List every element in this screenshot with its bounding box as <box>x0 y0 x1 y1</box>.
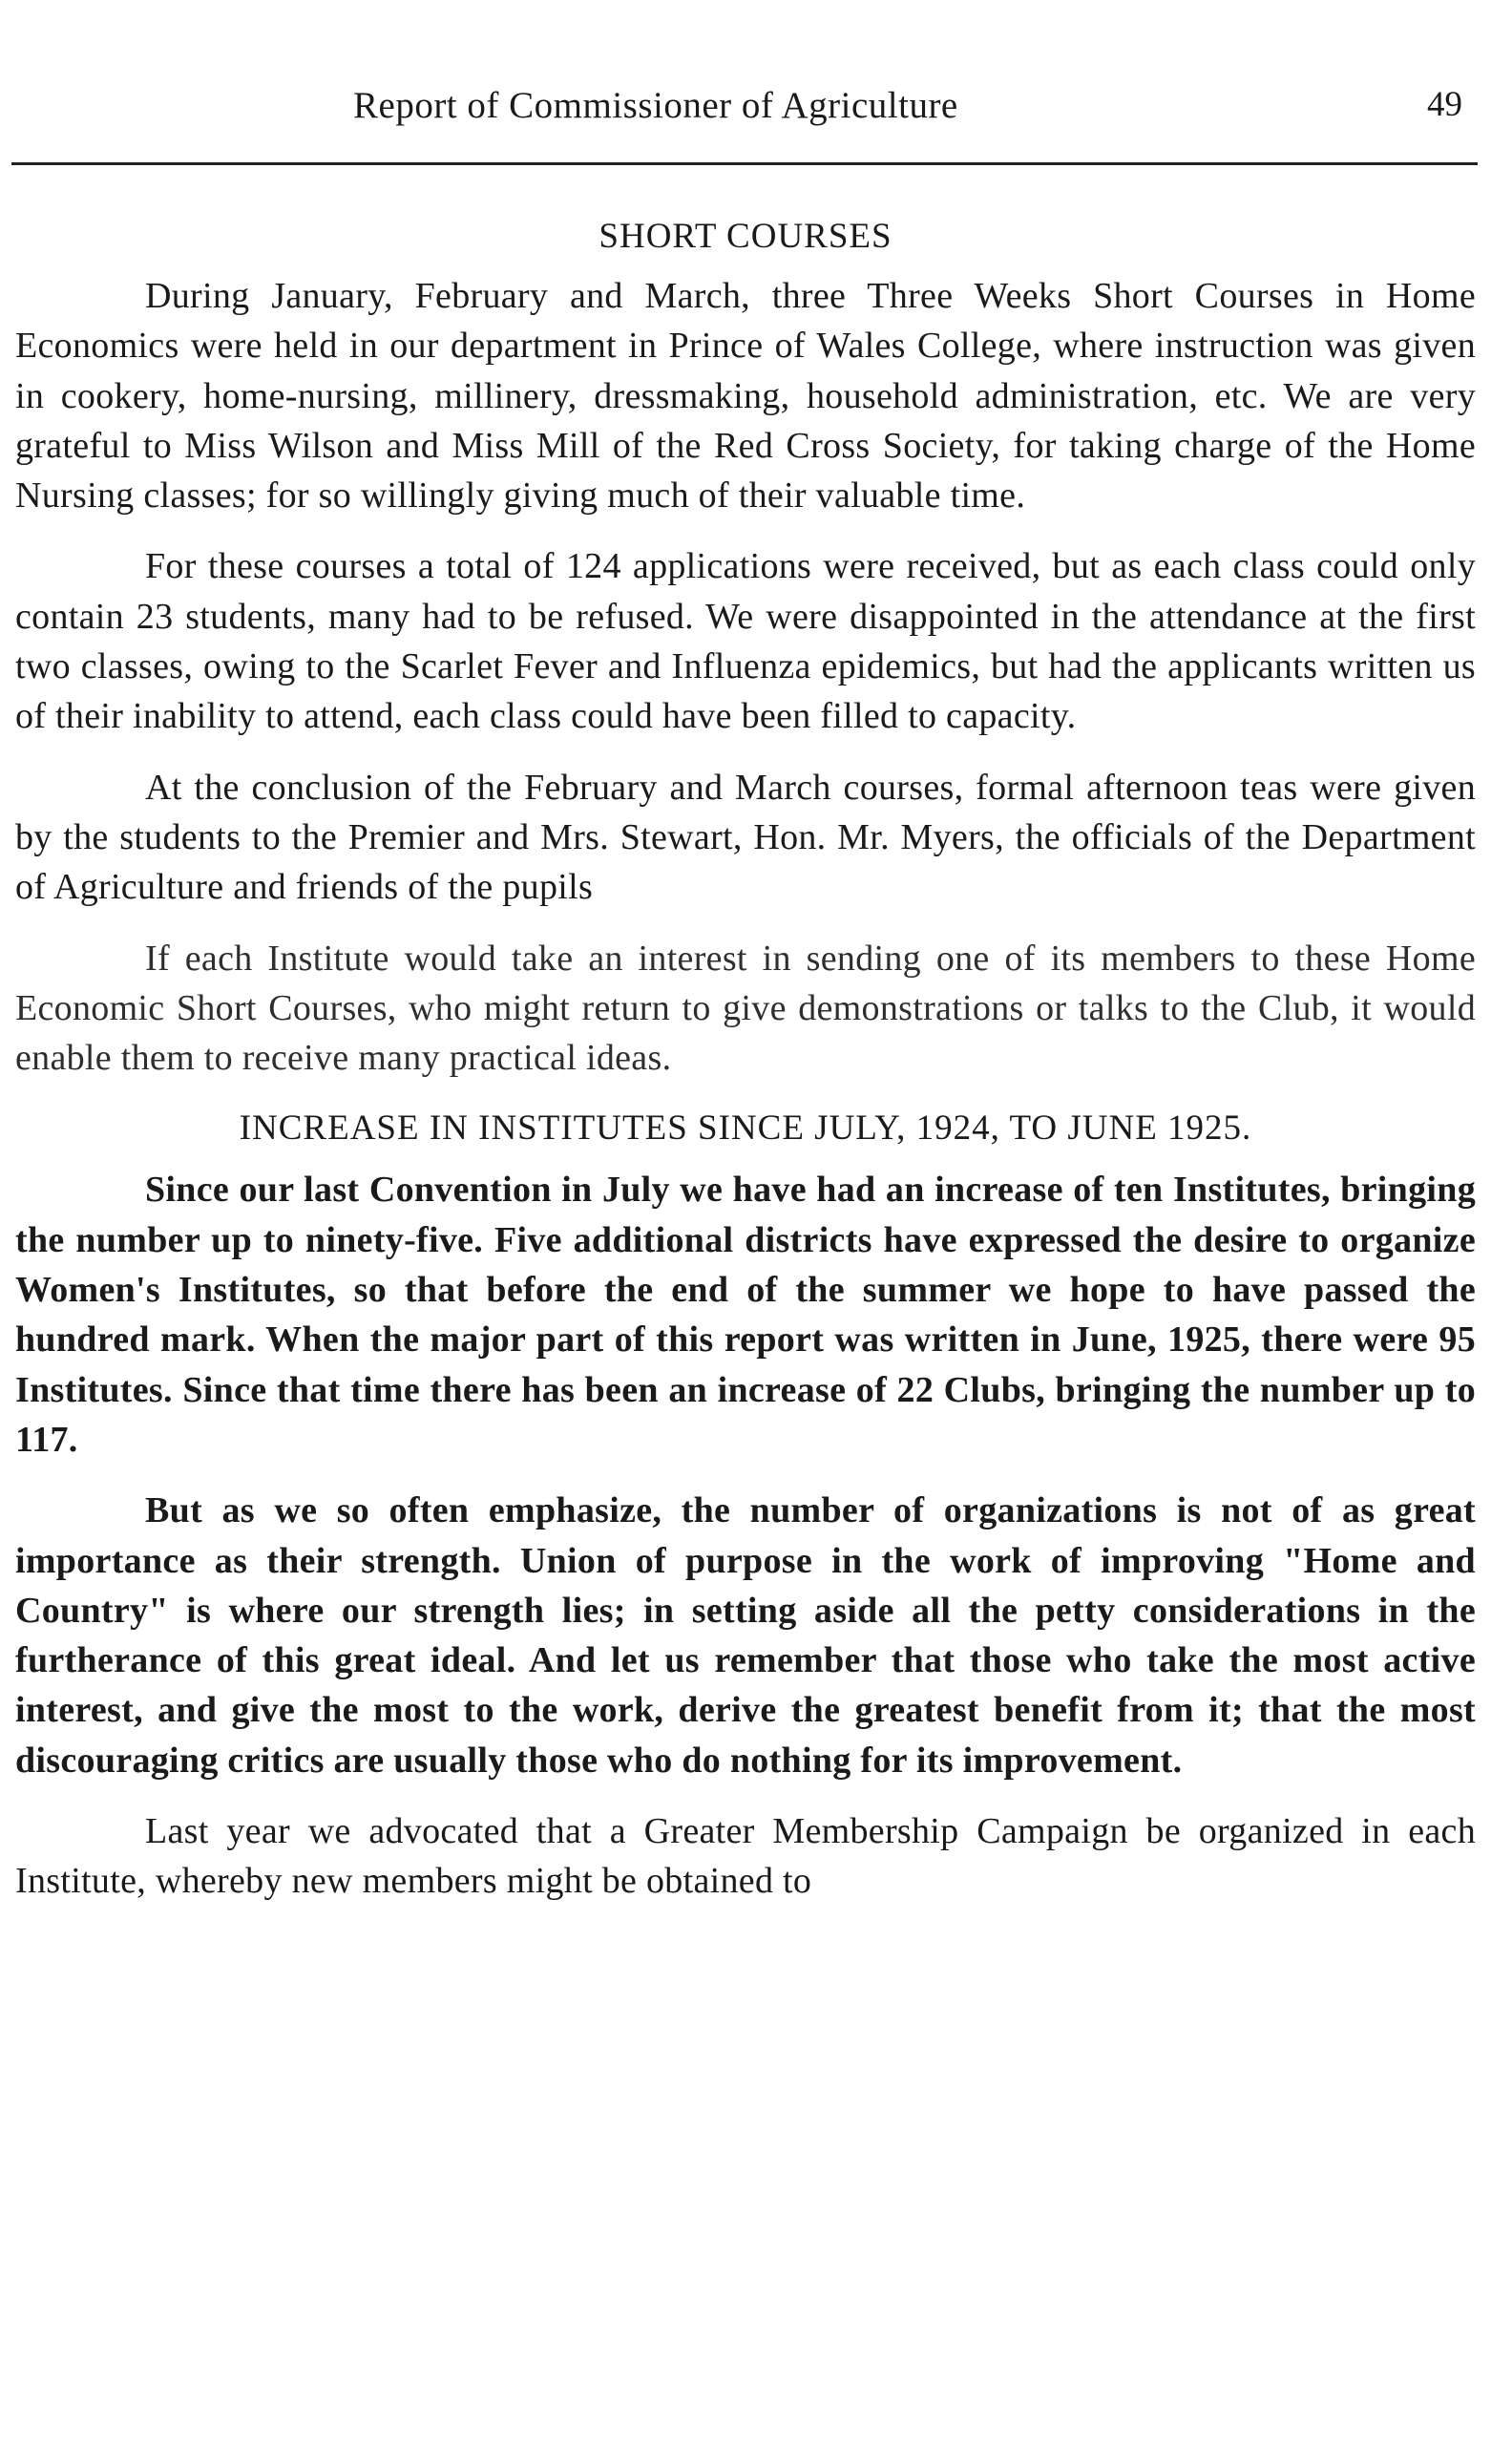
paragraph: If each Institute would take an interest in sending one of its members to these Home Economic Short Courses, who might return to give demonstrations or talks to the Club, it would enable them to receive many practical ideas. <box>15 938 1476 1079</box>
page-number: 49 <box>1427 85 1462 124</box>
header-rule <box>11 162 1478 165</box>
running-head <box>11 84 1474 141</box>
running-title: Report of Commissioner of Agriculture <box>353 85 958 126</box>
section-heading-increase-in-institutes: INCREASE IN INSTITUTES SINCE JULY, 1924, TO JUNE 1925. <box>239 1108 1252 1149</box>
section-heading-short-courses: SHORT COURSES <box>598 217 892 256</box>
paragraph: For these courses a total of 124 applications were received, but as each class could only contain 23 students, many had to be refused. We were disappointed in the attendance at the first two classes, owing to the Scarlet Fever and Influenza epidemics, but had the applicants written us of their inability to attend, each class could have been filled to capacity. <box>15 546 1476 737</box>
paragraph: During January, February and March, three Three Weeks Short Courses in Home Economics were held in our department in Prince of Wales College, where instruction was given in cookery, home-nursing, millinery, dressmaking, household administration, etc. We are very grateful to Miss Wilson and Miss Mill of the Red Cross Society, for taking charge of the Home Nursing classes; for so willingly giving much of their valuable time. <box>15 276 1476 517</box>
paragraph: But as we so often emphasize, the number of organizations is not of as great importance as their strength. Union of purpose in the work of improving "Home and Country" is where our strength lies; in setting aside all the petty considerations in the furtherance of this great ideal. And let us remember that those who take the most active interest, and give the most to the work, derive the greatest benefit from it; that the most discouraging critics are usually those who do nothing for its improvement. <box>15 1490 1476 1781</box>
paragraph: Since our last Convention in July we have had an increase of ten Institutes, bringing the number up to ninety-five. Five additional districts have expressed the desire to organize Women's Institutes, so that before the end of the summer we hope to have passed the hundred mark. When the major part of this report was written in June, 1925, there were 95 Institutes. Since that time there has been an increase of 22 Clubs, bringing the number up to 117. <box>15 1170 1476 1460</box>
paragraph: Last year we advocated that a Greater Membership Campaign be organized in each Institute, whereby new members might be obtained to <box>15 1811 1476 1902</box>
paragraph: At the conclusion of the February and March courses, formal afternoon teas were given by the students to the Premier and Mrs. Stewart, Hon. Mr. Myers, the officials of the Department of Agriculture and friends of the pupils <box>15 767 1476 908</box>
body-text <box>15 212 1476 1907</box>
